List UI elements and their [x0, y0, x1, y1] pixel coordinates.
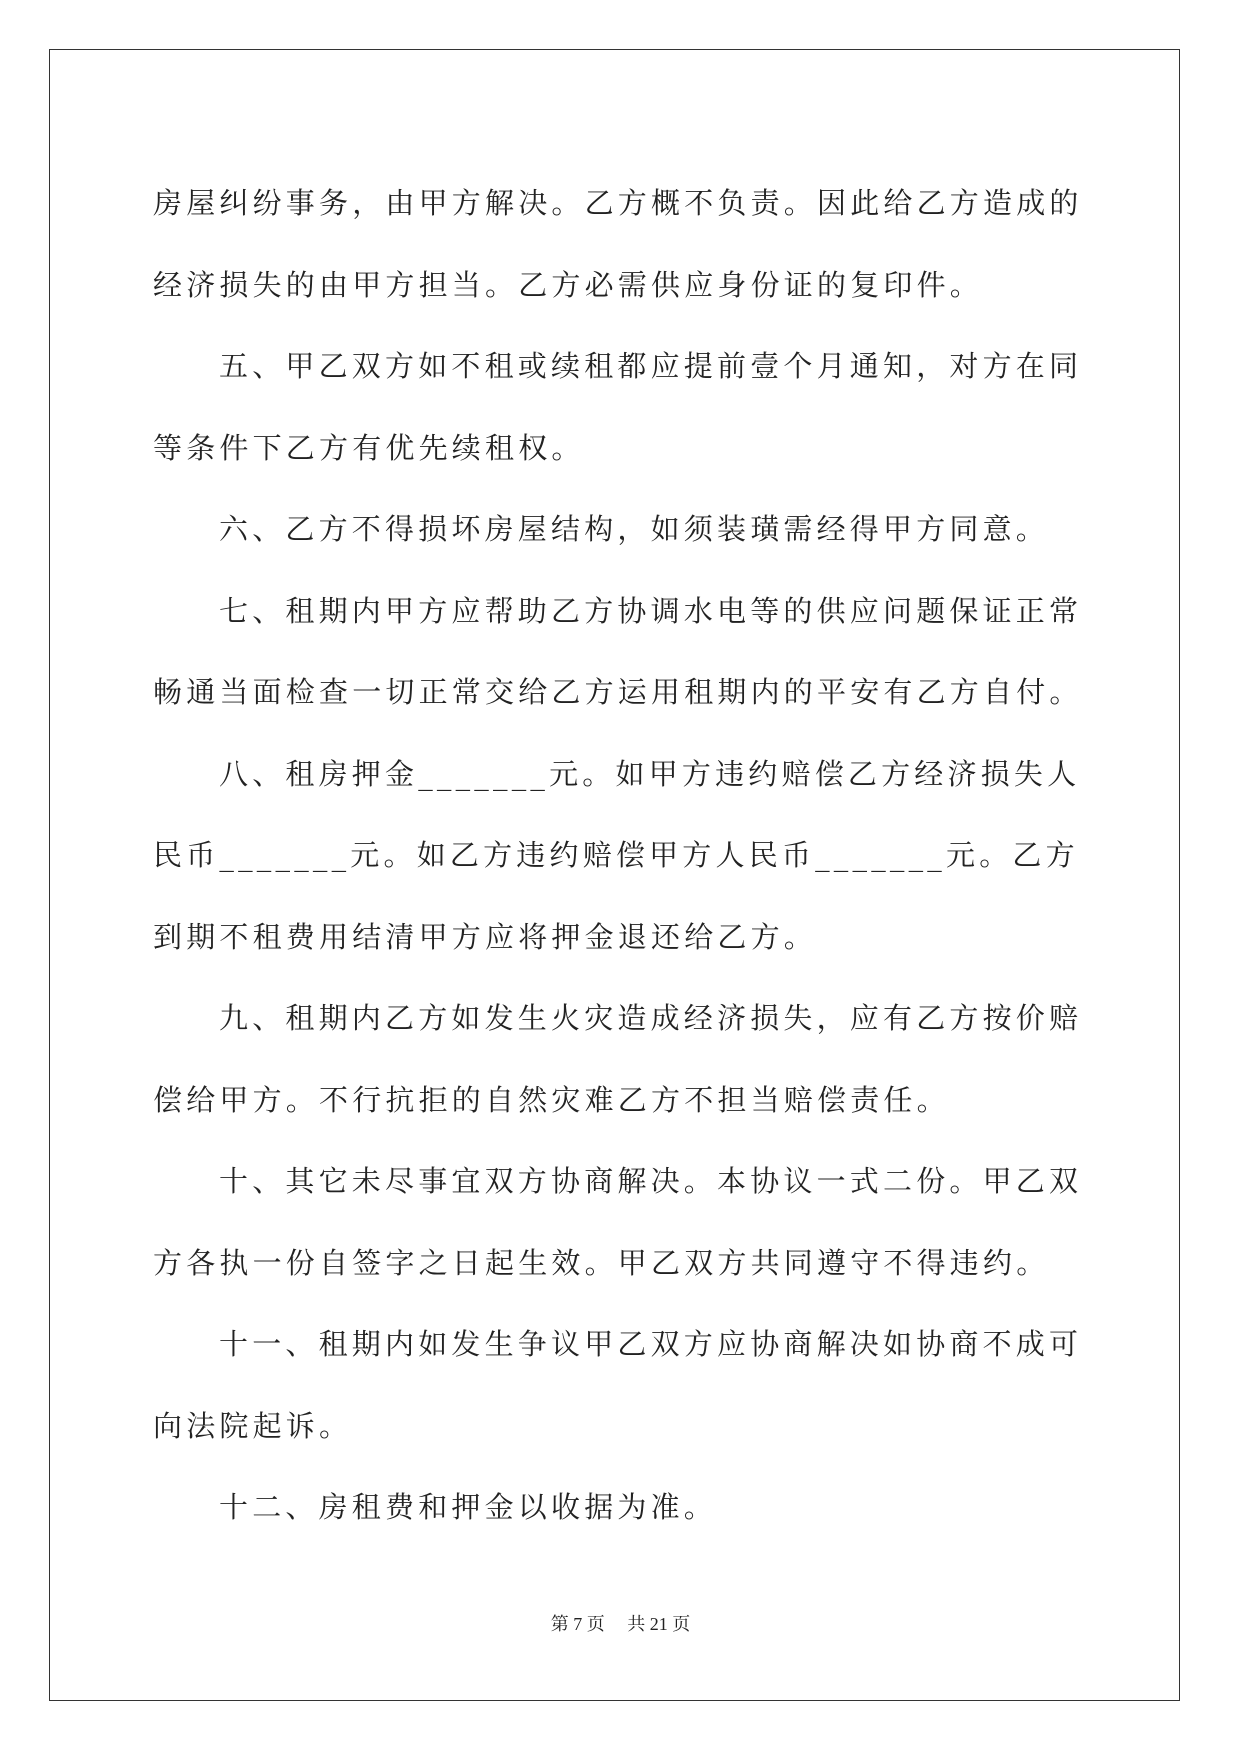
clause-8: 八、租房押金_______元。如甲方违约赔偿乙方经济损失人民币_______元。如乙方违约赔偿甲方人民币_______元。乙方到期不租费用结清甲方应将押金退还给乙方。	[153, 756, 1081, 954]
document-body	[153, 163, 1090, 1549]
clause-5: 五、甲乙双方如不租或续租都应提前壹个月通知，对方在同等条件下乙方有优先续租权。	[153, 349, 1083, 465]
clause-7: 七、租期内甲方应帮助乙方协调水电等的供应问题保证正常畅通当面检查一切正常交给乙方运用租期内的平安有乙方自付。	[153, 593, 1083, 709]
clause-12: 十二、房租费和押金以收据为准。	[219, 1490, 718, 1524]
clause-11: 十一、租期内如发生争议甲乙双方应协商解决如协商不成可向法院起诉。	[153, 1327, 1083, 1443]
clause-9: 九、租期内乙方如发生火灾造成经济损失，应有乙方按价赔偿给甲方。不行抗拒的自然灾难乙方不担当赔偿责任。	[153, 1001, 1083, 1117]
paragraph-continuation: 房屋纠纷事务，由甲方解决。乙方概不负责。因此给乙方造成的经济损失的由甲方担当。乙方必需供应身份证的复印件。	[153, 186, 1083, 302]
clause-6: 六、乙方不得损坏房屋结构，如须装璜需经得甲方同意。	[219, 512, 1050, 546]
page-number-footer: 第 7 页 共 21 页	[550, 1614, 691, 1634]
clause-10: 十、其它未尽事宜双方协商解决。本协议一式二份。甲乙双方各执一份自签字之日起生效。甲乙双方共同遵守不得违约。	[153, 1164, 1083, 1280]
